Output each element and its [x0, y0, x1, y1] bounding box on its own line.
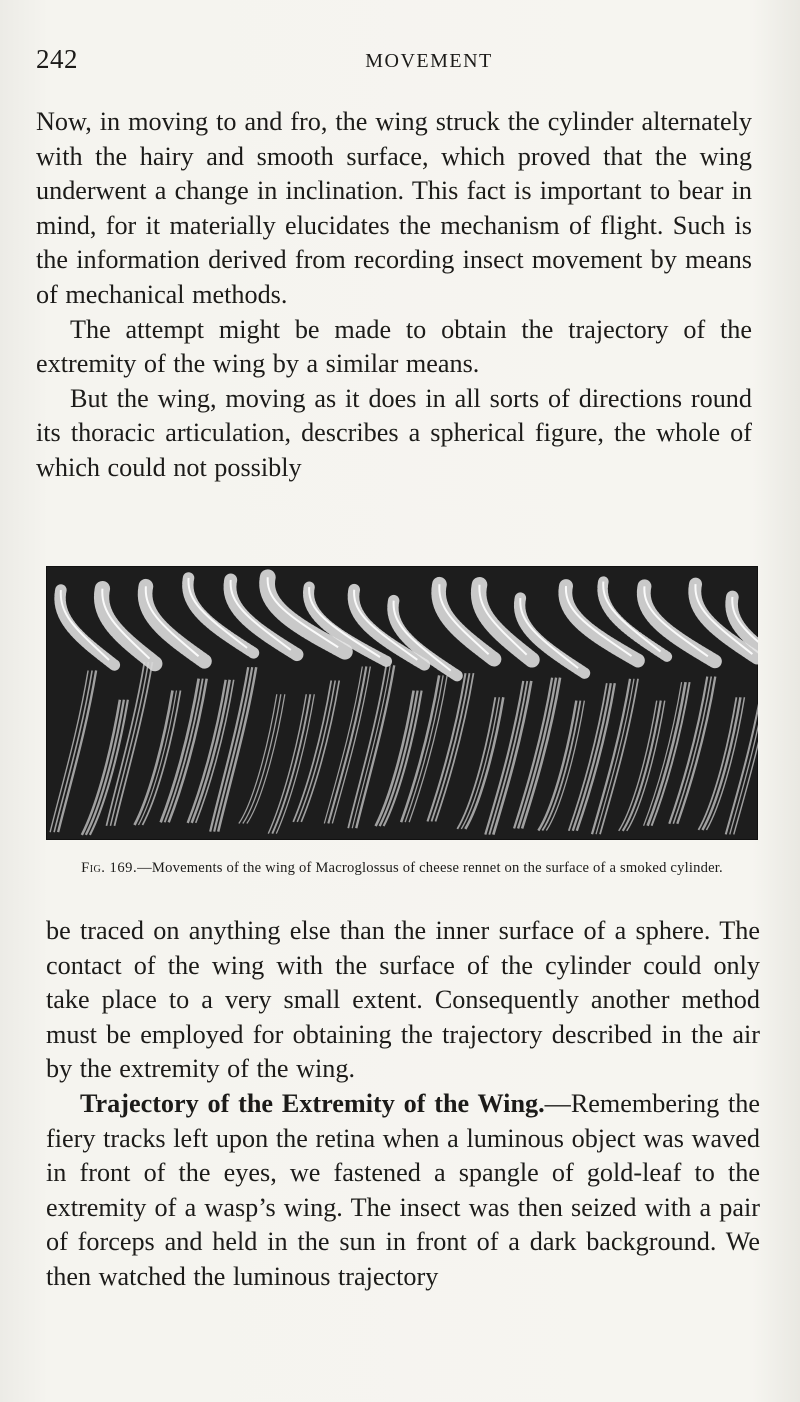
section-text: —Remembering the fiery tracks left upon the retina when a luminous object was waved in front of the eyes, we fastened a spangle of gold-leaf to the extremity of a wasp’s wing. The insect was then seized with a pair of forceps and held in the sun in front of a dark background. We then watched the luminous trajectory	[46, 1088, 760, 1291]
figure-caption-text: —Movements of the wing of Macroglossus of cheese rennet on the surface of a smoked cylinder.	[137, 860, 723, 876]
lower-wing-streak	[50, 670, 88, 832]
lower-wing-streak	[427, 673, 465, 821]
page-header	[36, 44, 752, 78]
lower-wing-streak	[348, 665, 386, 828]
lower-wing-streak	[58, 670, 96, 832]
section-paragraph	[46, 1087, 760, 1295]
lower-wing-streak	[493, 681, 531, 835]
paragraph: But the wing, moving as it does in all sorts of directions round its thoracic articulation, describes a spherical figure, the whole of which could not possibly	[36, 383, 752, 482]
text-block-top	[36, 105, 752, 486]
figure-caption	[46, 859, 758, 877]
paragraph: Now, in moving to and fro, the wing struck the cylinder alternately with the hairy and smooth surface, which proved that the wing underwent a change in inclination. This fact is important to bear in mind, for it materially elucidates the mechanism of flight. Such is the information derived from recording insect movement by means of mechanical methods.	[36, 107, 752, 309]
text-block-bottom	[46, 914, 760, 1295]
page-number: 242	[36, 44, 78, 74]
lower-wing-streak	[726, 678, 758, 835]
figure-169-illustration	[46, 566, 758, 840]
paragraph: be traced on anything else than the inner surface of a sphere. The contact of the wing with the surface of the cylinder could only take place to a very small extent. Consequently another method must be employed for obtaining the trajectory described in the air by the extremity of the wing.	[46, 916, 760, 1084]
lower-wing-streak	[54, 670, 92, 832]
running-head: MOVEMENT	[365, 50, 493, 72]
lower-wing-streak	[734, 678, 758, 835]
wing-trace-image	[46, 566, 758, 840]
figure-label: Fig. 169.	[81, 860, 138, 876]
paragraph: The attempt might be made to obtain the trajectory of the extremity of the wing by a similar means.	[36, 314, 752, 379]
section-heading: Trajectory of the Extremity of the Wing.	[80, 1088, 545, 1118]
